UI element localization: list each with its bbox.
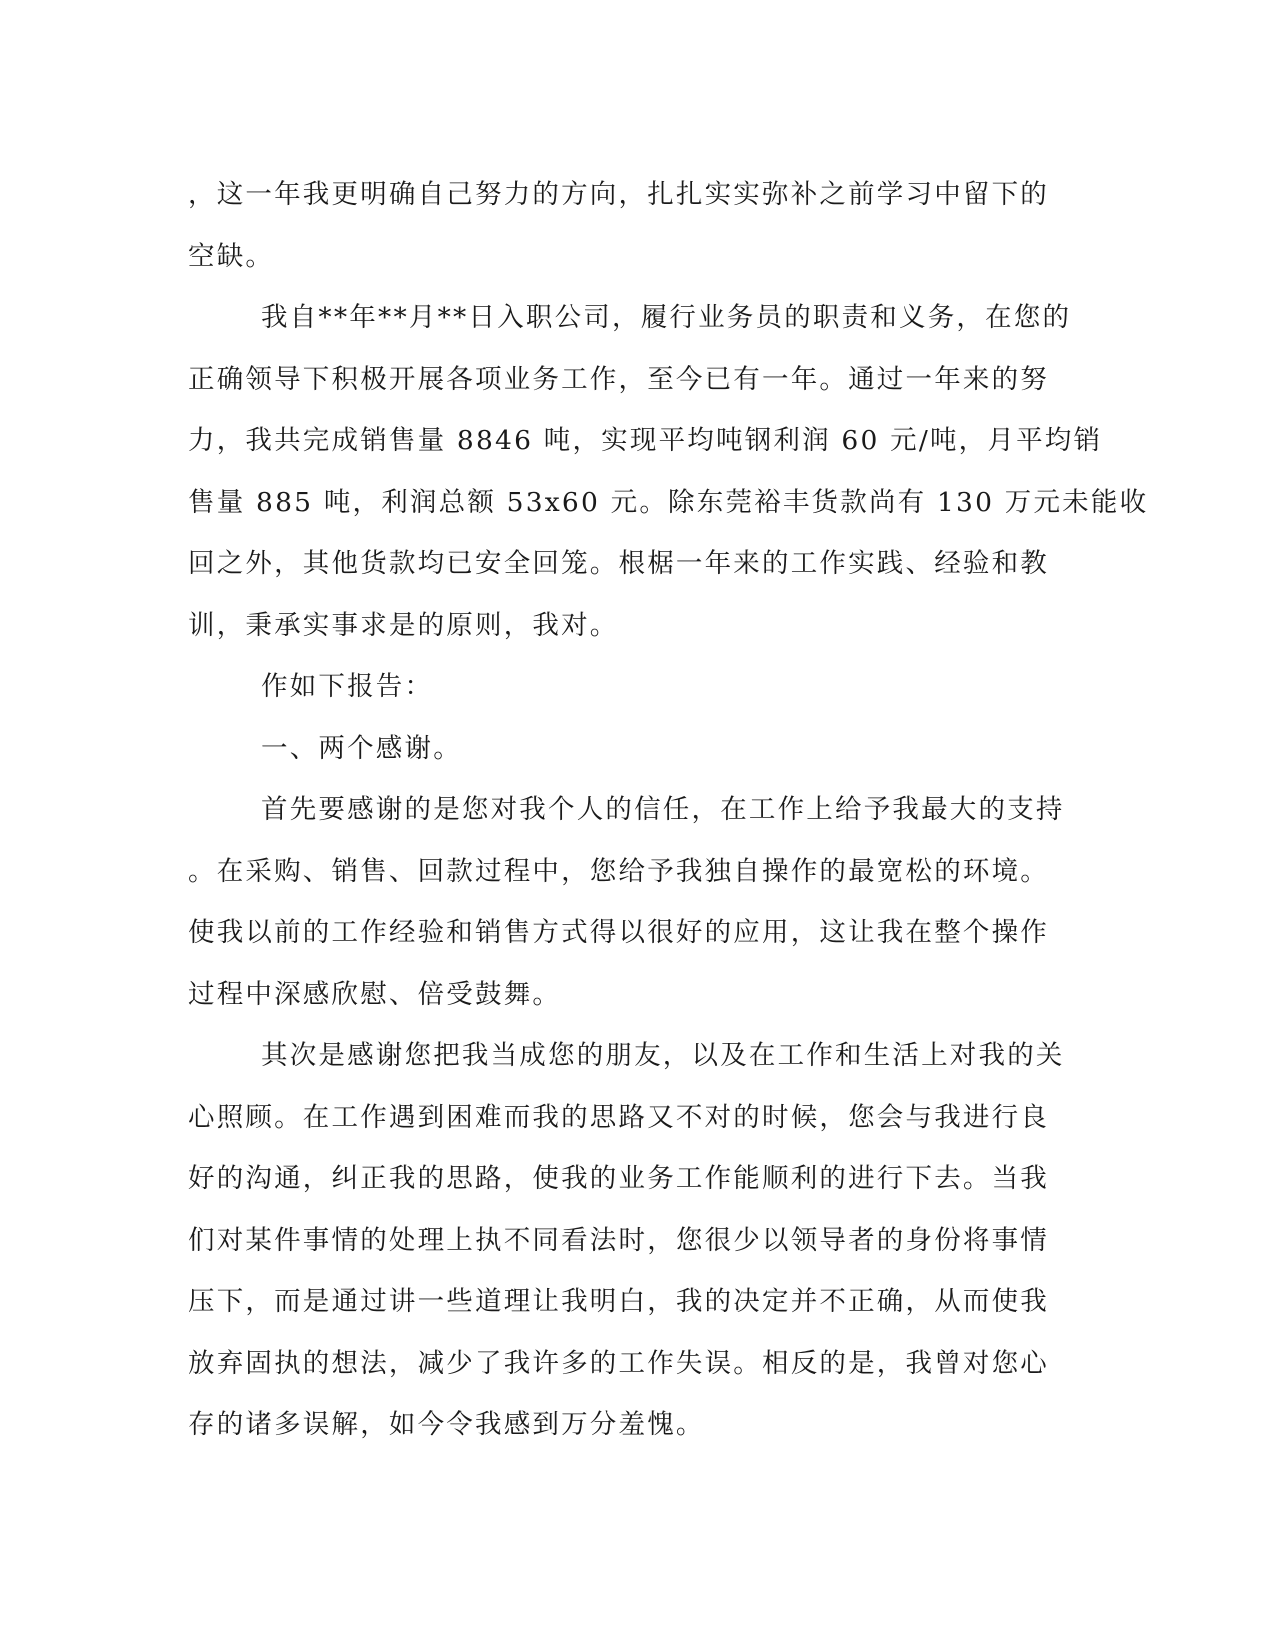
text-line: 好的沟通，纠正我的思路，使我的业务工作能顺利的进行下去。当我 (188, 1163, 1049, 1194)
paragraph-start-line: 首先要感谢的是您对我个人的信任，在工作上给予我最大的支持 (261, 794, 1065, 825)
text-line: 。在采购、销售、回款过程中，您给予我独自操作的最宽松的环境。 (188, 855, 1049, 887)
text-line: 正确领导下积极开展各项业务工作，至今已有一年。通过一年来的努 (188, 363, 1049, 395)
text-line: 力，我共完成销售量 8846 吨，实现平均吨钢利润 60 元/吨，月平均销 (188, 425, 1103, 456)
text-line: 压下，而是通过讲一些道理让我明白，我的决定并不正确，从而使我 (188, 1286, 1049, 1317)
text-line: 使我以前的工作经验和销售方式得以很好的应用，这让我在整个操作 (188, 917, 1049, 948)
text-line: 回之外，其他货款均已安全回笼。根椐一年来的工作实践、经验和教 (188, 548, 1049, 579)
text-line: 放弃固执的想法，减少了我许多的工作失误。相反的是，我曾对您心 (188, 1347, 1049, 1379)
paragraph-start-line: 我自**年**月**日入职公司，履行业务员的职责和义务，在您的 (261, 302, 1072, 333)
paragraph-start-line: 作如下报告： (261, 671, 434, 702)
text-line: 们对某件事情的处理上执不同看法时，您很少以领导者的身份将事情 (188, 1224, 1049, 1256)
text-line: 训，秉承实事求是的原则，我对。 (188, 609, 619, 641)
text-line: 过程中深感欣慰、倍受鼓舞。 (188, 978, 562, 1010)
text-line: ，这一年我更明确自己努力的方向，扎扎实实弥补之前学习中留下的 (188, 179, 1049, 210)
paragraph-start-line: 其次是感谢您把我当成您的朋友，以及在工作和生活上对我的关 (261, 1040, 1065, 1071)
text-line: 空缺。 (188, 240, 275, 272)
text-line: 存的诸多误解，如今令我感到万分羞愧。 (188, 1409, 705, 1440)
text-line: 售量 885 吨，利润总额 53x60 元。除东莞裕丰货款尚有 130 万元未能收 (188, 486, 1149, 518)
document-body (188, 164, 1149, 1456)
text-line: 心照顾。在工作遇到困难而我的思路又不对的时候，您会与我进行良 (188, 1101, 1049, 1133)
section-heading: 一、两个感谢。 (261, 732, 462, 764)
